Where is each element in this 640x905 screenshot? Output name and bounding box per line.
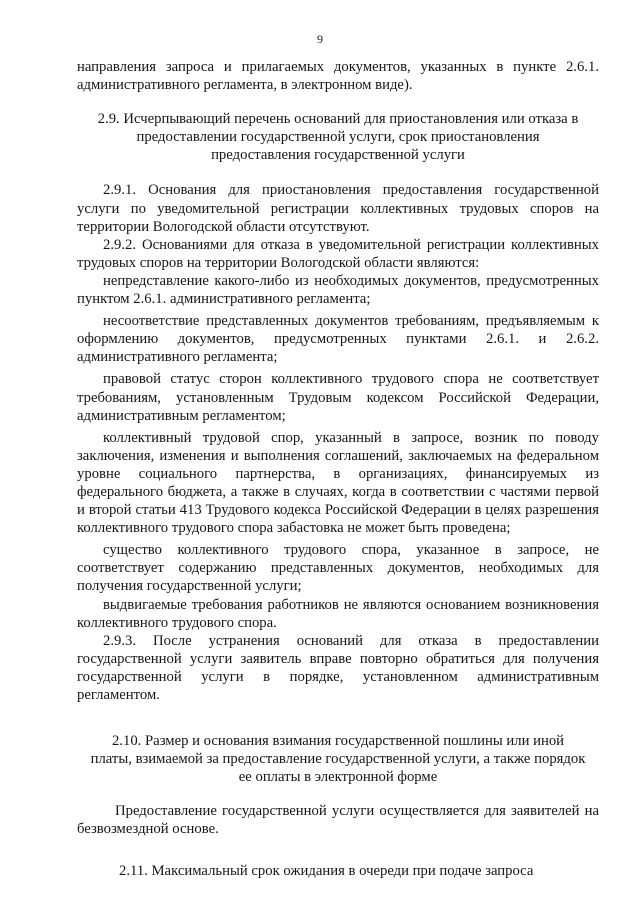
heading-line: предоставлении государственной услуги, срок приостановления xyxy=(136,129,540,146)
refusal-ground-6: выдвигаемые требования работников не являются основанием возникновения коллективного трудового спора. xyxy=(77,596,599,631)
heading-line: 2.9. Исчерпывающий перечень оснований для приостановления или отказа в xyxy=(97,111,579,128)
heading-line: ее оплаты в электронной форме xyxy=(238,769,438,786)
refusal-ground-1: непредставление какого-либо из необходимых документов, предусмотренных пунктом 2.6.1. административного регламента; xyxy=(77,272,599,308)
section-2-9-heading xyxy=(77,110,599,164)
refusal-ground-2: несоответствие представленных документов требованиям, предъявляемым к оформлению документов, предусмотренных пунктами 2.6.1. и 2.6.2. административного регламента; xyxy=(77,313,599,366)
refusal-ground-3: правовой статус сторон коллективного трудового спора не соответствует требованиям, установленным Трудовым кодексом Российской Федерации, административным регламентом; xyxy=(77,371,599,424)
paragraph-2-9-2: 2.9.2. Основаниями для отказа в уведомительной регистрации коллективных трудовых споров на территории Вологодской области являются: xyxy=(77,236,599,271)
section-2-10-heading xyxy=(77,732,599,786)
paragraph-2-10: Предоставление государственной услуги осуществляется для заявителей на безвозмездной основе. xyxy=(77,803,599,838)
heading-line: 2.10. Размер и основания взимания государственной пошлины или иной xyxy=(111,733,565,750)
intro-paragraph: направления запроса и прилагаемых документов, указанных в пункте 2.6.1. административного регламента, в электронном виде). xyxy=(77,59,599,94)
refusal-ground-5: существо коллективного трудового спора, указанное в запросе, не соответствует содержанию представленных документов, необходимых для получения государственной услуги; xyxy=(77,542,599,595)
paragraph-2-9-3: 2.9.3. После устранения оснований для отказа в предоставлении государственной услуги заявитель вправе повторно обратиться для получения государственной услуги в порядке, установленном административным регламентом. xyxy=(77,632,599,703)
refusal-ground-4: коллективный трудовой спор, указанный в запросе, возник по поводу заключения, изменения и выполнения соглашений, заключаемых на федеральном уровне социального партнерства, в организациях, финансируемых из федерального бюджета, а также в случаях, когда в соответствии с частями первой и второй статьи 413 Трудового кодекса Российской Федерации в целях разрешения коллективного трудового спора забастовка не может быть проведена; xyxy=(77,429,599,537)
heading-line: платы, взимаемой за предоставление государственной услуги, а также порядок xyxy=(90,751,586,768)
section-2-11-heading: 2.11. Максимальный срок ожидания в очереди при подаче запроса xyxy=(119,862,534,879)
heading-line: предоставления государственной услуги xyxy=(211,147,465,164)
paragraph-2-9-1: 2.9.1. Основания для приостановления предоставления государственной услуги по уведомительной регистрации коллективных трудовых споров на территории Вологодской области отсутствуют. xyxy=(77,182,599,235)
document-body xyxy=(77,58,599,880)
page-number: 9 xyxy=(317,32,323,46)
